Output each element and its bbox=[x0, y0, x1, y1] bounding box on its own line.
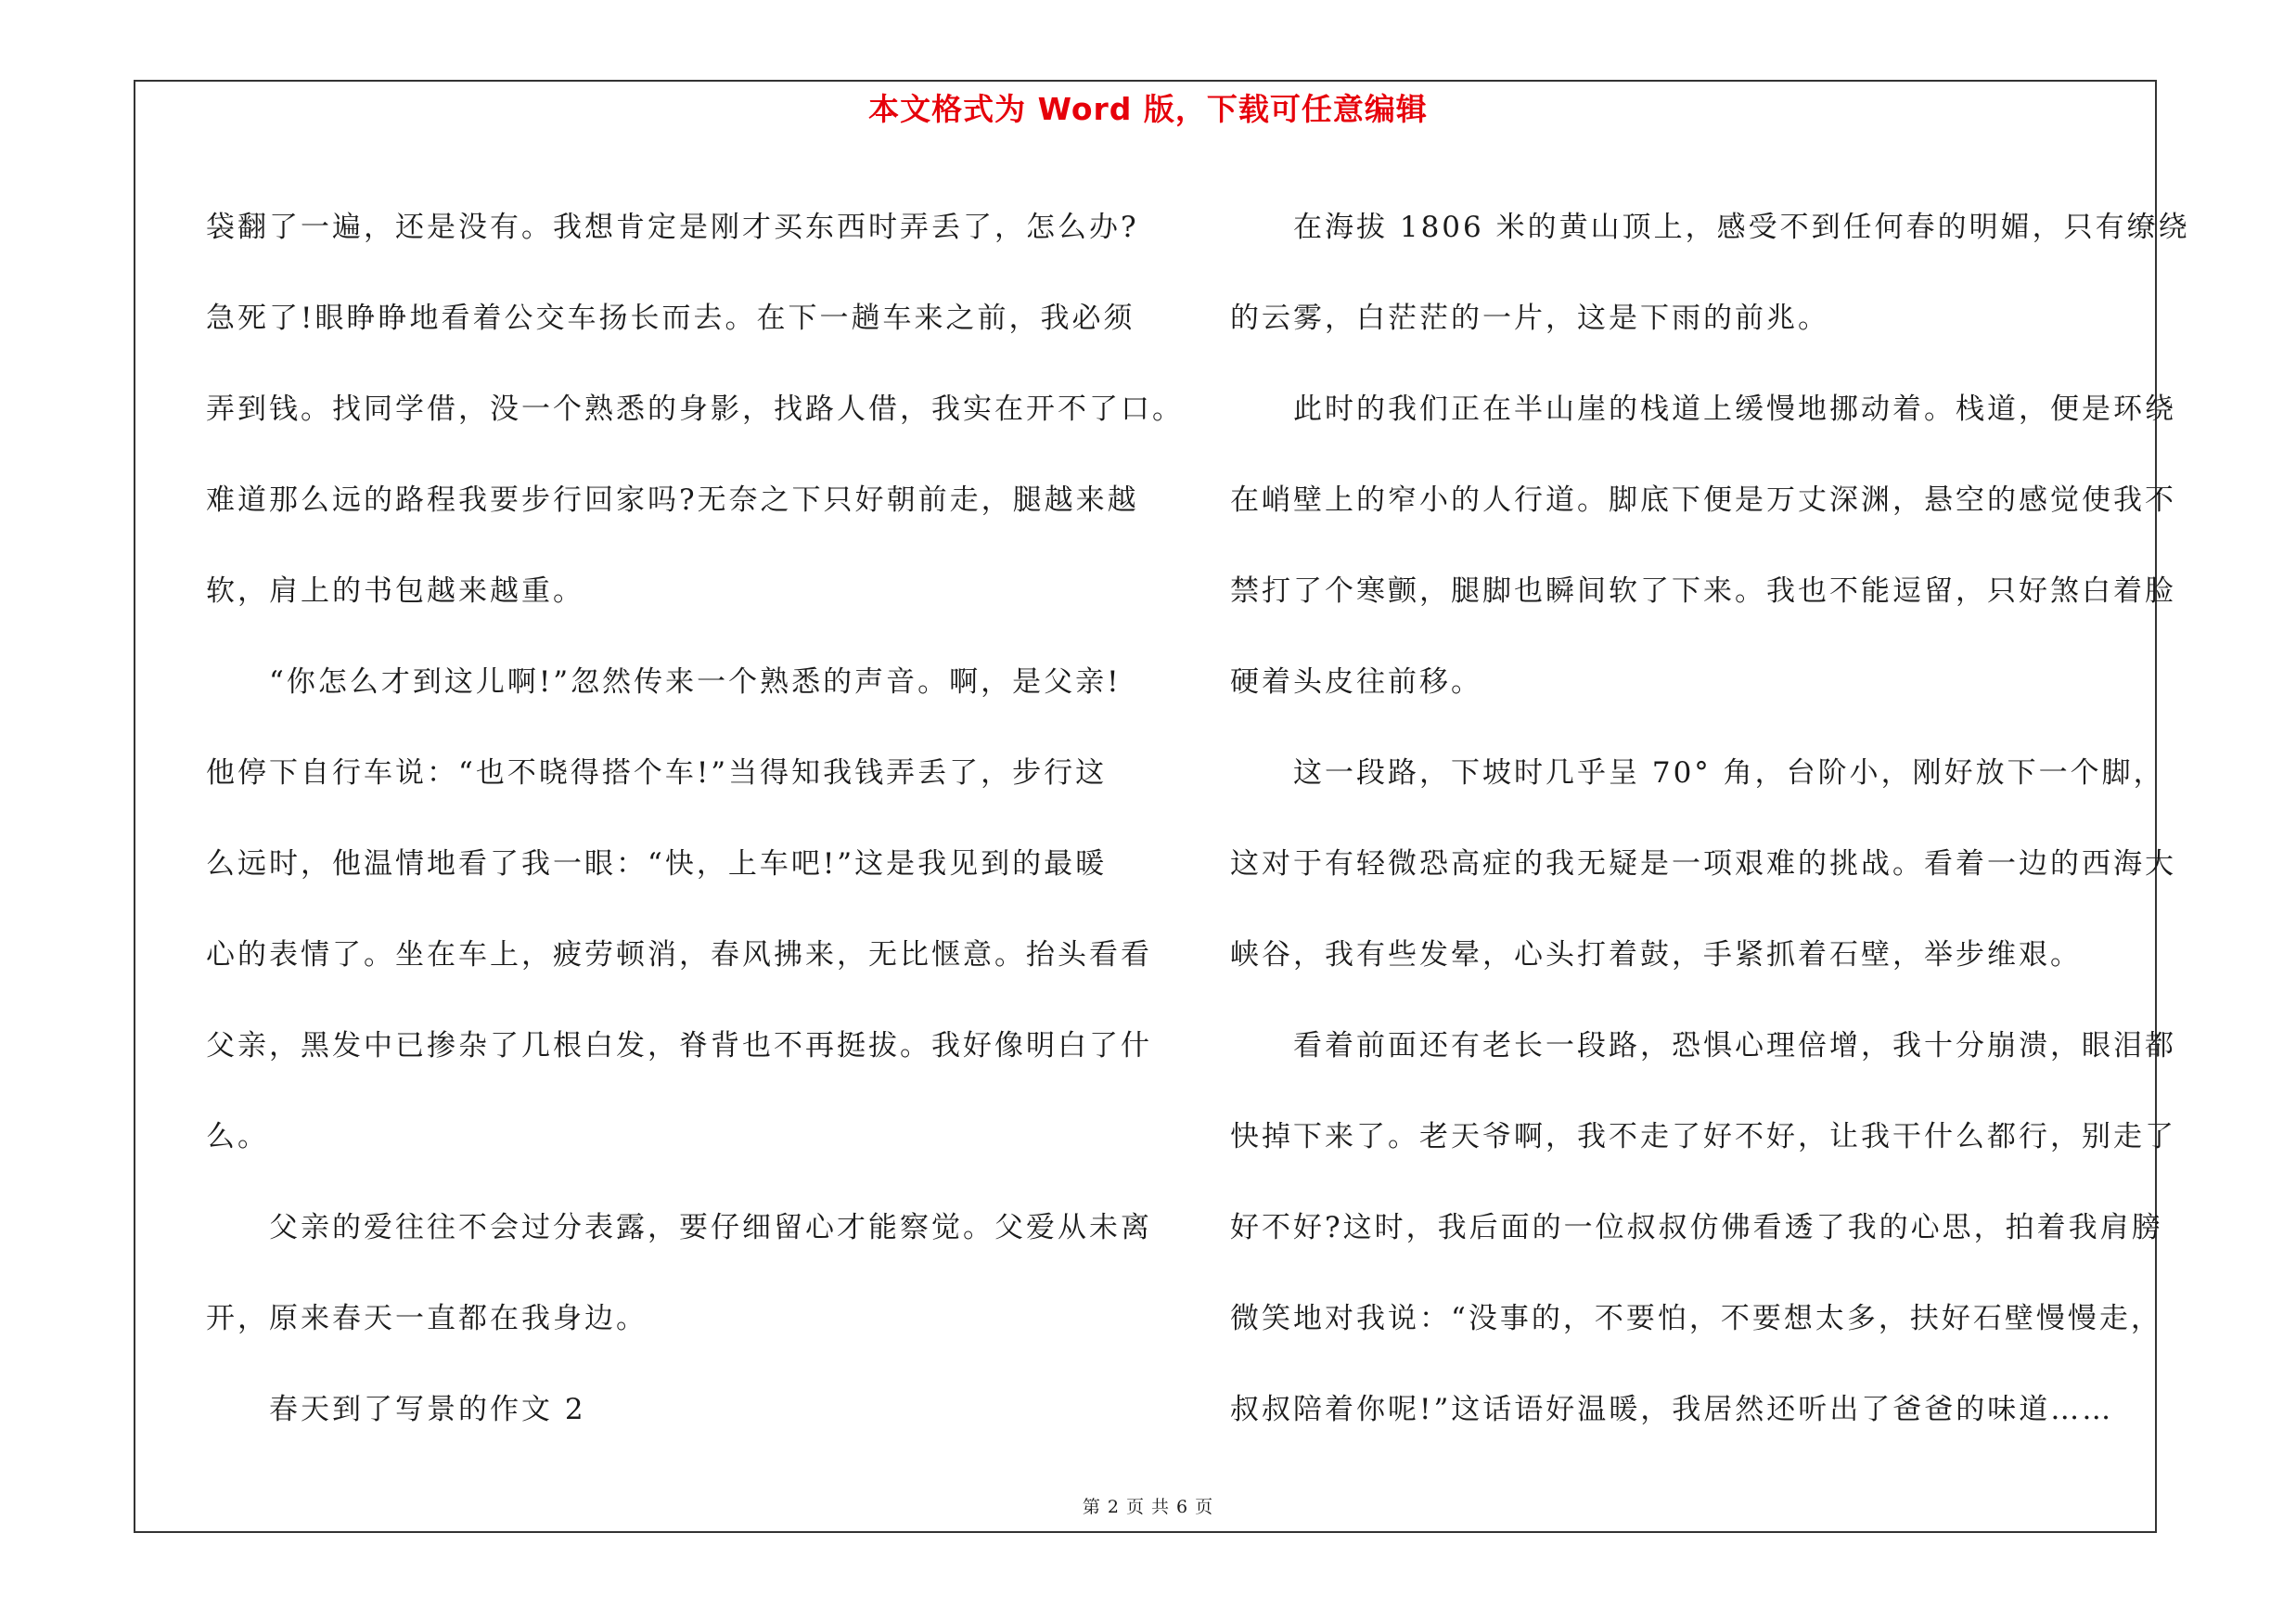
text-line: 开，原来春天一直都在我身边。 bbox=[206, 1302, 648, 1335]
text-line: 在峭壁上的窄小的人行道。脚底下便是万丈深渊，悬空的感觉使我不 bbox=[1230, 483, 2176, 517]
text-line: 父亲，黑发中已掺杂了几根白发，脊背也不再挺拔。我好像明白了什 bbox=[206, 1029, 1152, 1063]
left-column bbox=[206, 182, 1184, 1455]
section-heading: 春天到了写景的作文 2 bbox=[206, 1393, 586, 1426]
text-line: 父亲的爱往往不会过分表露，要仔细留心才能察觉。父爱从未离 bbox=[206, 1211, 1152, 1244]
text-line: 袋翻了一遍，还是没有。我想肯定是刚才买东西时弄丢了，怎么办? bbox=[206, 211, 1139, 244]
right-column bbox=[1230, 182, 2190, 1455]
text-line: 难道那么远的路程我要步行回家吗?无奈之下只好朝前走，腿越来越 bbox=[206, 483, 1139, 517]
text-line: 这一段路，下坡时几乎呈 70° 角，台阶小，刚好放下一个脚， bbox=[1230, 756, 2165, 790]
text-line: 这对于有轻微恐高症的我无疑是一项艰难的挑战。看着一边的西海大 bbox=[1230, 847, 2176, 881]
page-number: 第 2 页 共 6 页 bbox=[1082, 1497, 1214, 1517]
text-line: 微笑地对我说：“没事的，不要怕，不要想太多，扶好石壁慢慢走， bbox=[1230, 1302, 2162, 1335]
text-line: 峡谷，我有些发晕，心头打着鼓，手紧抓着石壁，举步维艰。 bbox=[1230, 938, 2082, 972]
text-line: 弄到钱。找同学借，没一个熟悉的身影，找路人借，我实在开不了口。 bbox=[206, 393, 1184, 426]
text-line: 看着前面还有老长一段路，恐惧心理倍增，我十分崩溃，眼泪都 bbox=[1230, 1029, 2176, 1063]
text-line: 么远时，他温情地看了我一眼：“快，上车吧!”这是我见到的最暖 bbox=[206, 847, 1108, 881]
text-line: 心的表情了。坐在车上，疲劳顿消，春风拂来，无比惬意。抬头看看 bbox=[206, 938, 1152, 972]
text-line: 急死了!眼睁睁地看着公交车扬长而去。在下一趟车来之前，我必须 bbox=[206, 302, 1135, 335]
text-line: 禁打了个寒颤，腿脚也瞬间软了下来。我也不能逗留，只好煞白着脸 bbox=[1230, 574, 2176, 608]
text-line: “你怎么才到这儿啊!”忽然传来一个熟悉的声音。啊，是父亲! bbox=[206, 665, 1122, 699]
text-line: 么。 bbox=[206, 1120, 269, 1153]
text-line: 硬着头皮往前移。 bbox=[1230, 665, 1482, 699]
text-line: 快掉下来了。老天爷啊，我不走了好不好，让我干什么都行，别走了 bbox=[1230, 1120, 2176, 1153]
text-line: 在海拔 1806 米的黄山顶上，感受不到任何春的明媚，只有缭绕 bbox=[1230, 211, 2190, 244]
page-banner: 本文格式为 Word 版，下载可任意编辑 bbox=[868, 91, 1428, 127]
text-line: 叔叔陪着你呢!”这话语好温暖，我居然还听出了爸爸的味道…… bbox=[1230, 1393, 2114, 1426]
text-line: 好不好?这时，我后面的一位叔叔仿佛看透了我的心思，拍着我肩膀 bbox=[1230, 1211, 2163, 1244]
text-line: 他停下自行车说：“也不晓得搭个车!”当得知我钱弄丢了，步行这 bbox=[206, 756, 1108, 790]
text-line: 的云雾，白茫茫的一片，这是下雨的前兆。 bbox=[1230, 302, 1829, 335]
text-line: 软，肩上的书包越来越重。 bbox=[206, 574, 584, 608]
text-line: 此时的我们正在半山崖的栈道上缓慢地挪动着。栈道，便是环绕 bbox=[1230, 393, 2176, 426]
